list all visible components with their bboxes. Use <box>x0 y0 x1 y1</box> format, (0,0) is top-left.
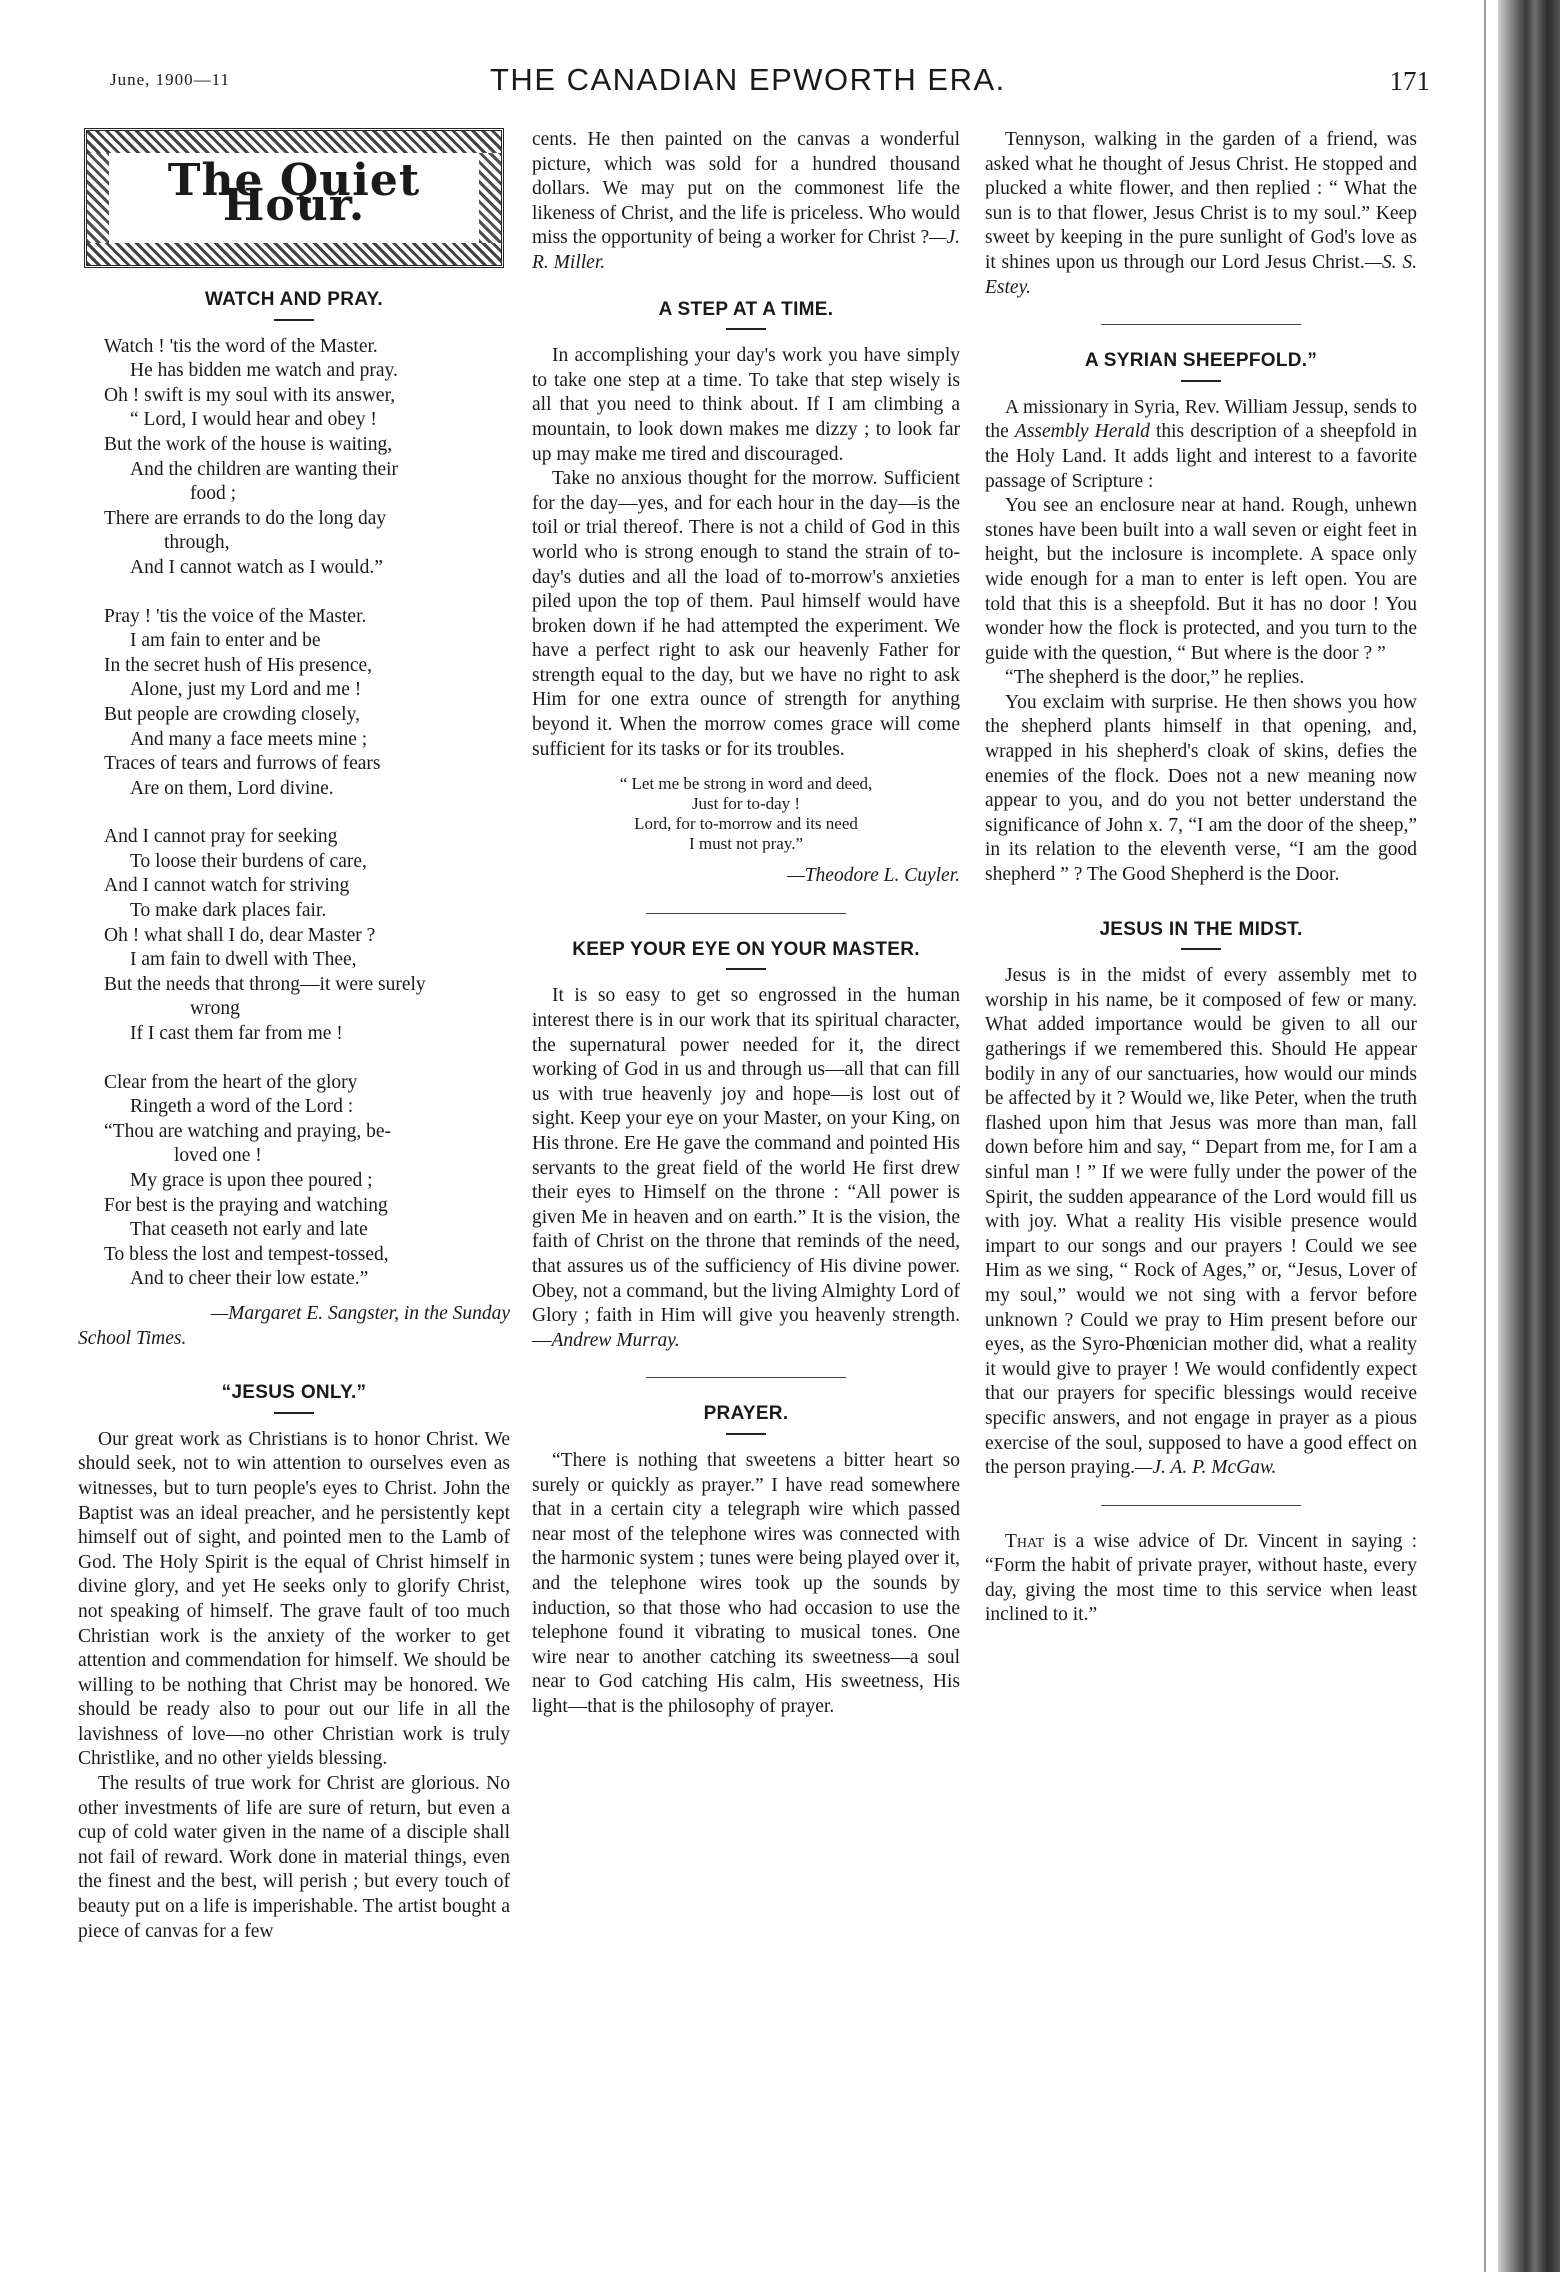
jesus-only-paragraph-2: The results of true work for Christ are glorious. No other investments of life are sure of return, but even a cup of cold water given in the name of a disciple shall not fail of reward. Work done in material things, even the finest and the best, will perish ; but every touch of beauty put on a life is imperishable. The artist bought a piece of canvas for a few <box>78 1773 510 1942</box>
column-middle <box>532 128 960 1719</box>
poem-line: He has bidden me watch and pray. <box>130 360 398 382</box>
page-header <box>100 62 1430 108</box>
poem-line: Clear from the heart of the glory <box>104 1071 358 1093</box>
poem-stanza <box>78 1071 510 1292</box>
book-binding <box>1498 0 1560 2272</box>
heading-rule <box>274 1412 314 1414</box>
section-divider <box>646 1377 846 1378</box>
poem-line: Are on them, Lord divine. <box>130 777 334 799</box>
poem-line: I am fain to enter and be <box>130 630 321 652</box>
poem-line: And to cheer their low estate.” <box>130 1268 369 1290</box>
sheepfold-paragraph-3: “The shepherd is the door,” he replies. <box>1005 667 1305 689</box>
heading-rule <box>1181 380 1221 382</box>
heading-rule <box>726 328 766 330</box>
vincent-text: is a wise advice of Dr. Vincent in saying : “Form the habit of private prayer, without haste, every day, giving the most time to this service when least inclined to it.” <box>985 1530 1417 1626</box>
sheepfold-text: this description of a sheepfold in the Holy Land. It adds light and interest to a favorite passage of Scripture : <box>985 421 1417 492</box>
sheepfold-paragraph-1 <box>985 396 1417 494</box>
quiet-hour-banner <box>84 128 504 268</box>
prayer-heading: PRAYER. <box>703 1403 789 1425</box>
poem-line: In the secret hush of His presence, <box>104 654 373 676</box>
section-divider <box>646 913 846 914</box>
issue-date: June, 1900—11 <box>110 70 231 89</box>
tennyson-text: Tennyson, walking in the garden of a friend, was asked what he thought of Jesus Christ. He stopped and plucked a white flower, and then replied : “ What the sun is to that flower, Jesus Christ is to my soul.” Keep sweet by keeping in the pure sunlight of God's love as it shines upon us through our Lord Jesus Christ. <box>985 129 1417 273</box>
keep-eye-paragraph <box>532 984 960 1353</box>
poem-line: Pray ! 'tis the voice of the Master. <box>104 605 367 627</box>
quote-line: Lord, for to-morrow and its need <box>634 814 858 834</box>
banner-ornament-bottom <box>87 243 501 265</box>
sheepfold-publication: Assembly Herald <box>1014 421 1150 443</box>
poem-line: through, <box>164 532 230 554</box>
heading-rule <box>274 319 314 321</box>
poem-line: To bless the lost and tempest-tossed, <box>104 1243 389 1265</box>
sheepfold-paragraph-4: You exclaim with surprise. He then shows you how the shepherd plants himself in that opening, and, wrapped in his shepherd's cloak of skins, defies the enemies of the flock. Does not a new meaning now appear to you, and do you not better understand the significance of John x. 7, “I am the door of the sheep,” in its relation to the eleventh verse, “I am the good shepherd ” ? The Good Shepherd is the Door. <box>985 691 1417 886</box>
tennyson-paragraph <box>985 128 1417 300</box>
keep-eye-heading: KEEP YOUR EYE ON YOUR MASTER. <box>572 938 920 960</box>
poem-attribution: —Margaret E. Sangster, in the Sunday <box>210 1302 510 1324</box>
banner-ornament-right <box>479 153 501 243</box>
watch-and-pray-heading: WATCH AND PRAY. <box>205 289 383 310</box>
poem-stanza <box>78 335 510 581</box>
binding-edge-line <box>1484 0 1486 2272</box>
poem-line: Ringeth a word of the Lord : <box>130 1096 354 1118</box>
column-left <box>78 128 510 1944</box>
jesus-only-paragraph-3 <box>532 128 960 276</box>
poem-line: food ; <box>190 483 237 505</box>
section-divider <box>1101 1505 1301 1506</box>
midst-text: Jesus is in the midst of every assembly met to worship in his name, be it composed of few or many. What added importance would be given to all our gatherings if we remembered this. Should He appear bodily in any of our sanctuaries, how would our minds be affected by it ? Would we, like Peter, when the truth flashed upon him that Jesus was more than man, fall down before him and say, “ Depart from me, for I am a sinful man ! ” If we were fully under the power of the Spirit, the sudden appearance of the Lord would fill us with joy. What a reality His visible presence would impart to our songs and our prayers ! Could we see Him as we sing, “ Rock of Ages,” or, “Jesus, Lover of my soul,” would we not sing with a fervor before unknown ? Could we pray to Him present before our eyes, as the Syro-Phœnician mother did, what a reality it would give to prayer ! We would confidently expect that our prayers for specific blessings would receive specific answers, and not engage in prayer as a pious exercise of the soul, supposed to have a good effect on the person praying. <box>985 965 1417 1479</box>
poem-attribution-source: School Times. <box>78 1327 187 1349</box>
poem-line: And many a face meets mine ; <box>130 728 368 750</box>
a-step-quote <box>532 774 960 854</box>
banner-title: The Quiet Hour. <box>167 155 421 231</box>
keep-eye-attribution: Andrew Murray. <box>551 1329 680 1351</box>
vincent-paragraph <box>985 1530 1417 1628</box>
tennyson-attribution: —S. S. Estey. <box>985 251 1417 298</box>
banner-ornament-top <box>87 131 501 153</box>
poem-line: Traces of tears and furrows of fears <box>104 753 381 775</box>
banner-ornament-left <box>87 153 109 243</box>
prayer-paragraph: “There is nothing that sweetens a bitter heart so surely or quickly as prayer.” I have read somewhere that in a certain city a telegraph wire which passed near most of the telephone wires was connected with the harmonic system ; tunes were being played over it, and the telephone wires took up the sounds by induction, so that those who had occasion to use the telephone found it vibrating to musical tones. One wire near to another catching its sweetness—a soul near to God catching His calm, His sweetness, His light—that is the philosophy of prayer. <box>532 1449 960 1717</box>
a-step-paragraph-1: In accomplishing your day's work you have simply to take one step at a time. To take that step wisely is all that you need to think about. If I am climbing a mountain, to look down makes me dizzy ; to look far up may make me tired and discouraged. <box>532 345 960 465</box>
a-step-attribution: —Theodore L. Cuyler. <box>787 865 960 887</box>
poem-line: Oh ! what shall I do, dear Master ? <box>104 924 376 946</box>
page-number: 171 <box>1389 66 1430 96</box>
poem-line: My grace is upon thee poured ; <box>130 1170 373 1191</box>
midst-attribution: —J. A. P. McGaw. <box>1135 1457 1277 1479</box>
poem-stanza <box>78 825 510 1046</box>
poem-line: For best is the praying and watching <box>104 1194 388 1216</box>
publication-title: THE CANADIAN EPWORTH ERA. <box>490 62 1006 97</box>
poem-line: loved one ! <box>174 1145 262 1167</box>
poem-line: Oh ! swift is my soul with its answer, <box>104 384 396 406</box>
midst-paragraph <box>985 964 1417 1480</box>
poem-stanza <box>78 605 510 802</box>
poem-line: But people are crowding closely, <box>104 703 360 725</box>
poem-line: But the needs that throng—it were surely <box>104 973 426 995</box>
poem-line: “Thou are watching and praying, be- <box>104 1120 391 1142</box>
jesus-only-text: cents. He then painted on the canvas a wonderful picture, which was sold for a hundred thousand dollars. We may put on the commonest life the likeness of Christ, and the life is priceless. Who would miss the opportunity of being a worker for Christ ? <box>532 129 960 249</box>
poem-line: There are errands to do the long day <box>104 507 387 529</box>
jesus-only-attribution: —J. R. Miller. <box>532 227 960 273</box>
sheepfold-paragraph-2: You see an enclosure near at hand. Rough, unhewn stones have been built into a wall seven or eight feet in height, but the inclosure is incomplete. A space only wide enough for a man to enter is left open. You are told that this is a sheepfold. But it has no door ! You wonder how the flock is protected, and you turn to the guide with the question, “ But where is the door ? ” <box>985 495 1417 664</box>
poem-line: To loose their burdens of care, <box>130 850 367 872</box>
vincent-lead-word: That <box>1005 1530 1045 1552</box>
quote-line: Just for to-day ! <box>691 794 801 814</box>
column-right <box>985 128 1417 1628</box>
poem-line: If I cast them far from me ! <box>130 1023 343 1045</box>
poem-line: And I cannot watch for striving <box>104 875 350 897</box>
quote-line: “ Let me be strong in word and deed, <box>619 774 873 794</box>
poem-line: And I cannot watch as I would.” <box>130 556 383 578</box>
jesus-only-heading: “JESUS ONLY.” <box>221 1382 367 1404</box>
keep-eye-text: It is so easy to get so engrossed in the human interest there is in our work that its spiritual character, the supernatural power needed for it, the direct working of God in us and through us—all that can fill us with true heavenly joy and hope—is lost out of sight. Keep your eye on your Master, on your King, on His throne. Ere He gave the command and pointed His servants to the great field of the world He first drew their eyes to Himself on the throne : “All power is given Me in heaven and on earth.” It is the vision, the faith of Christ on the throne that reminds of the need, that assures us of the sufficiency of His divine power. Obey, not a command, but the living Almighty Lord of Glory ; faith in Him will give you heavenly strength.— <box>532 985 960 1351</box>
poem-line: But the work of the house is waiting, <box>104 433 393 455</box>
section-divider <box>1101 324 1301 325</box>
poem-line: “ Lord, I would hear and obey ! <box>130 409 377 431</box>
midst-heading: JESUS IN THE MIDST. <box>1099 918 1303 940</box>
poem-line: And I cannot pray for seeking <box>104 826 338 848</box>
poem-line: And the children are wanting their <box>130 458 399 480</box>
quote-line: I must not pray.” <box>688 834 804 854</box>
poem-line: To make dark places fair. <box>130 900 327 922</box>
a-step-paragraph-2: Take no anxious thought for the morrow. Sufficient for the day—yes, and for each hour in the day—is the toil or trial thereof. There is not a child of God in this world who is strong enough to stand the strain of to-day's duties and all the load of to-morrow's anxieties piled upon the top of them. Paul himself would have broken down if he had attempted the experiment. We have a perfect right to ask our heavenly Father for strength equal to the day, but we have no right to ask Him for one extra ounce of strength for anything beyond it. When the morrow comes grace will come sufficient for its tasks or for its troubles. <box>532 468 960 760</box>
a-step-heading: A STEP AT A TIME. <box>658 298 834 320</box>
poem-line: That ceaseth not early and late <box>130 1219 368 1241</box>
poem-line: Watch ! 'tis the word of the Master. <box>104 335 378 357</box>
heading-rule <box>726 1433 766 1435</box>
poem-line: Alone, just my Lord and me ! <box>130 679 362 701</box>
heading-rule <box>1181 948 1221 950</box>
jesus-only-paragraph-1: Our great work as Christians is to honor Christ. We should seek, not to win attention to ourselves even as witnesses, but to turn people's eyes to Christ. John the Baptist was an ideal preacher, and he persistently kept himself out of sight, and pointed men to the Lamb of God. The Holy Spirit is the equal of Christ himself in divine glory, and yet He seeks only to glorify Christ, not speaking of himself. The grave fault of too much Christian work is the anxiety of the worker to get attention and commendation for himself. We should be willing to be nothing that Christ may be honored. We should be ready also to pour out our life in all the lavishness of love—no other Christian work is truly Christlike, and no other yields blessing. <box>78 1428 510 1770</box>
poem-line: wrong <box>190 998 240 1020</box>
sheepfold-text: A missionary in Syria, Rev. William Jessup, sends to the <box>985 396 1417 443</box>
sheepfold-heading: A SYRIAN SHEEPFOLD.” <box>1084 350 1318 372</box>
watch-and-pray-poem <box>78 335 510 1292</box>
heading-rule <box>726 968 766 970</box>
poem-line: I am fain to dwell with Thee, <box>130 949 357 971</box>
